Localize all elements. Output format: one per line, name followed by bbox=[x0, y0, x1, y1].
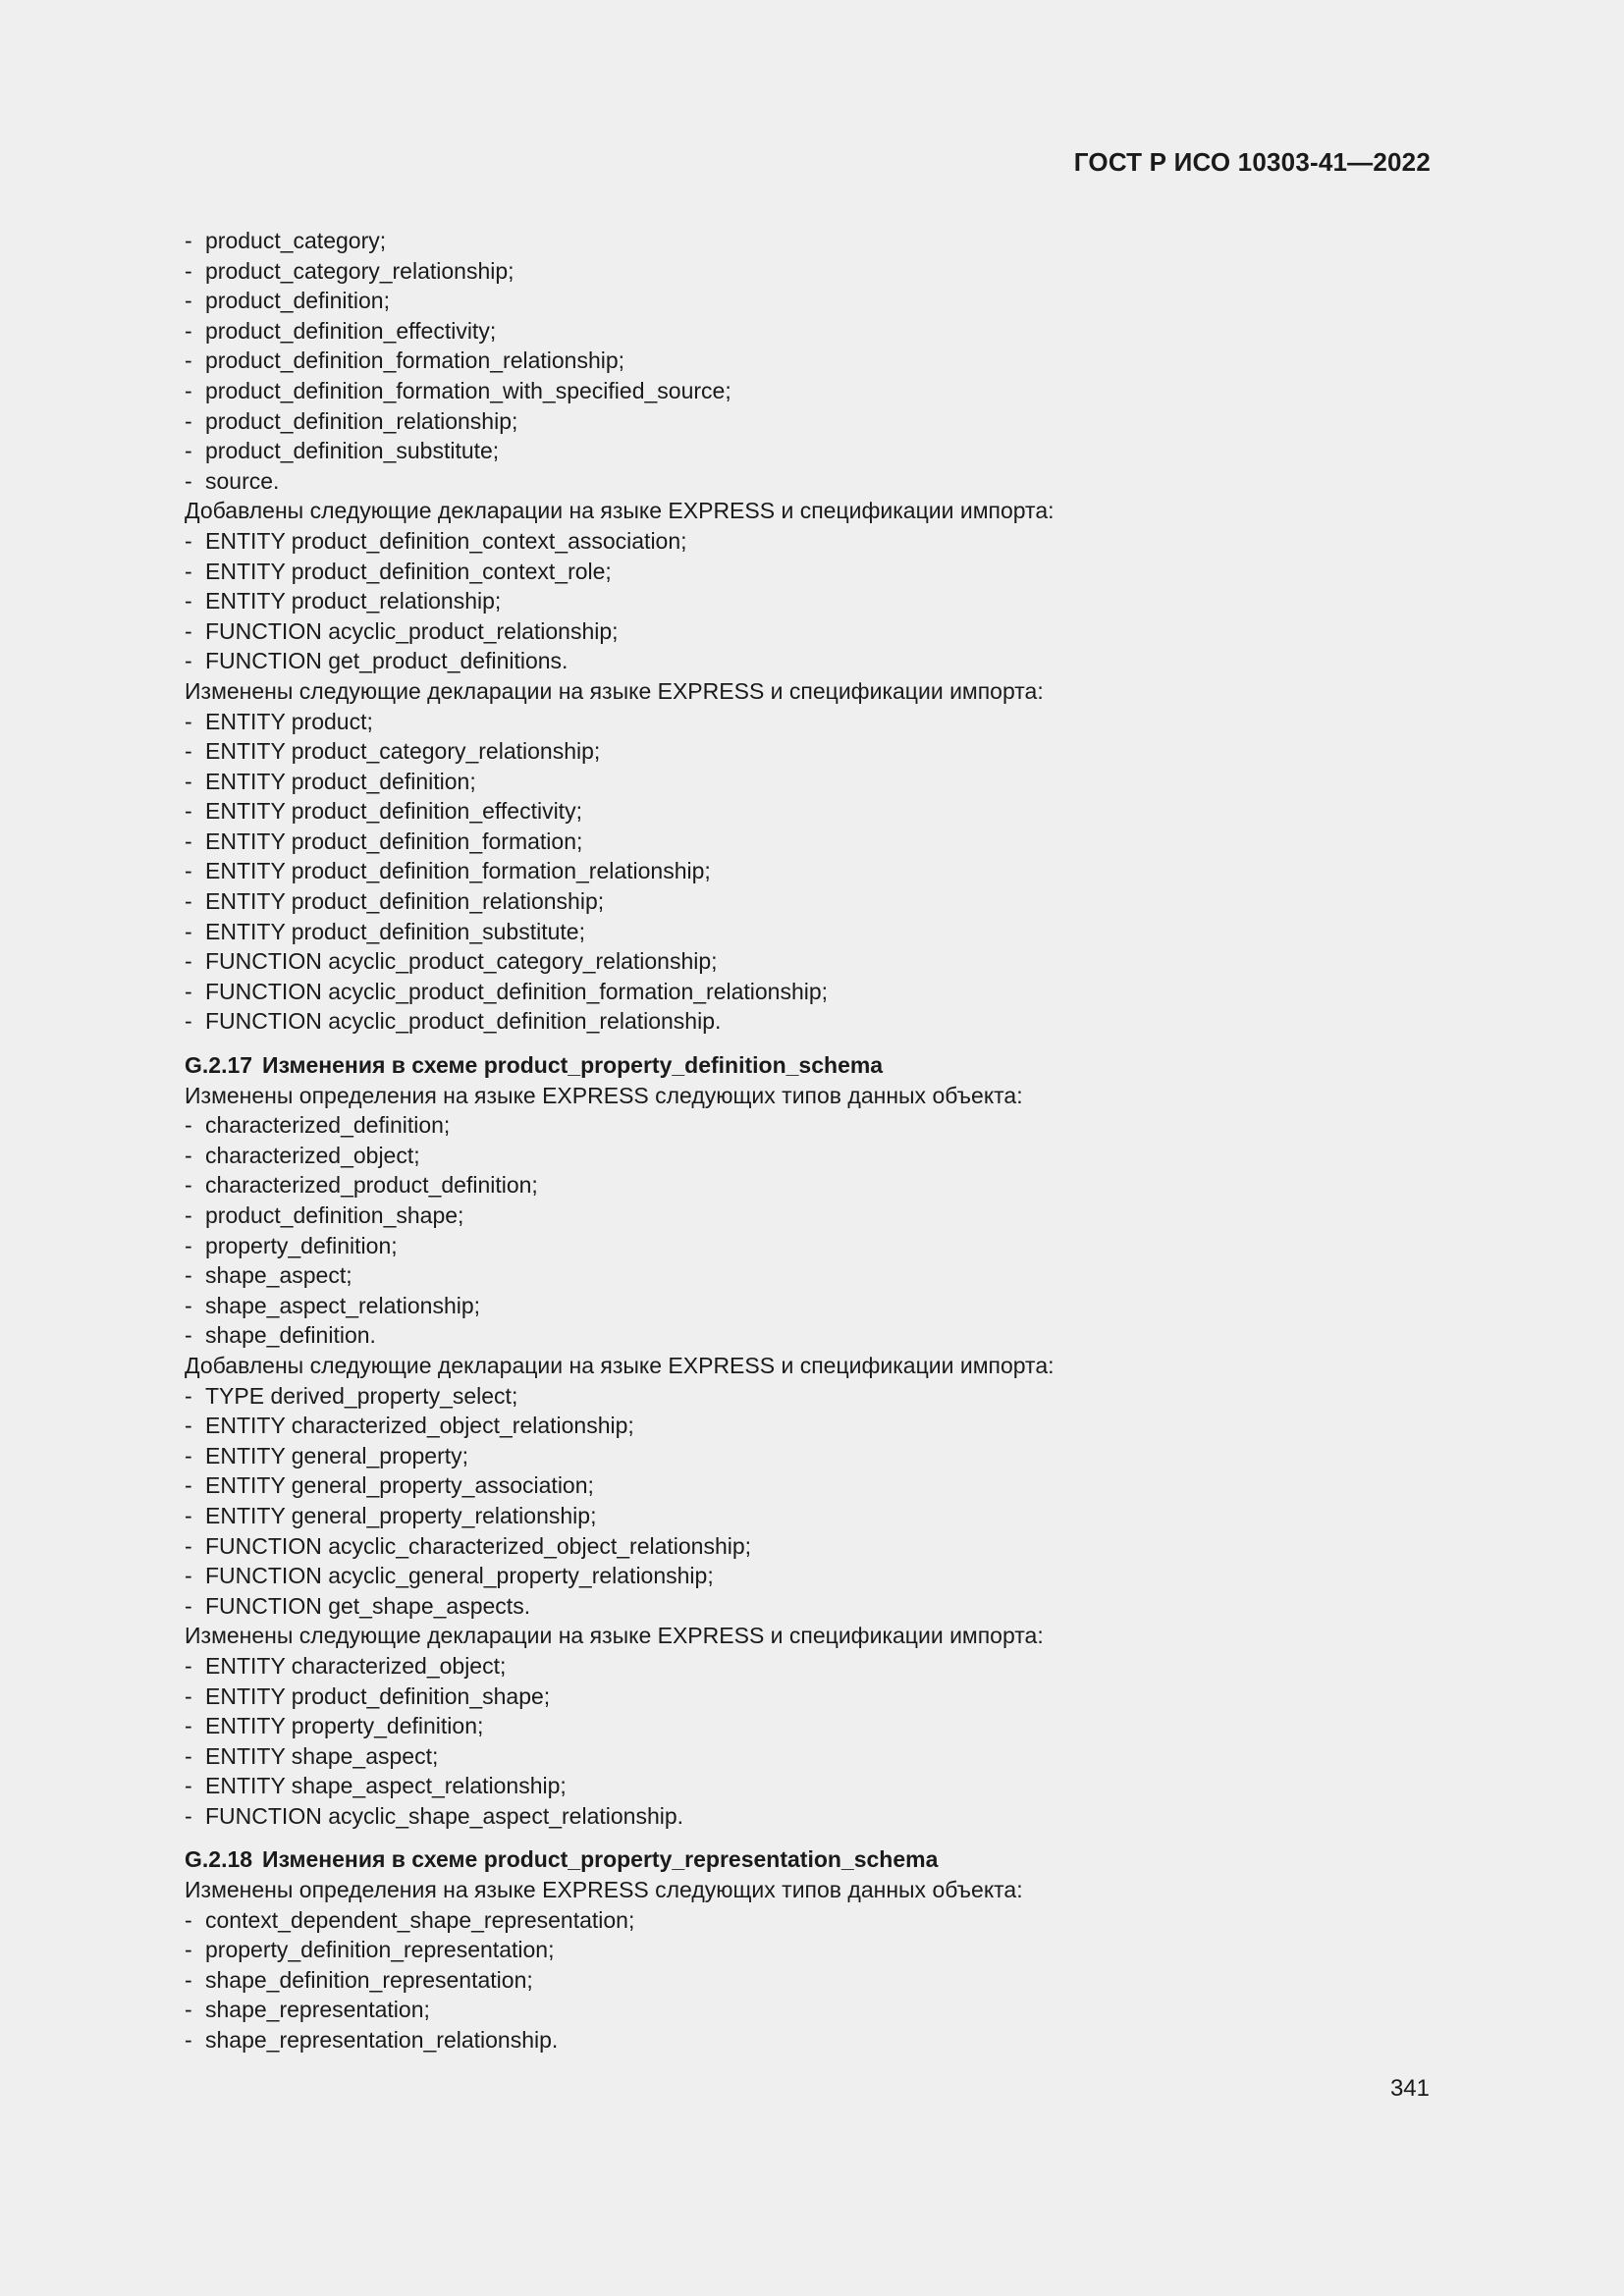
list-item-text: shape_definition. bbox=[205, 1322, 376, 1349]
list-marker: - bbox=[185, 1008, 192, 1035]
section-title: Изменения в схеме product_property_representation_schema bbox=[262, 1846, 939, 1873]
list-item bbox=[185, 466, 1451, 497]
list-marker: - bbox=[185, 858, 192, 884]
section-heading bbox=[185, 1050, 1451, 1081]
list-item bbox=[185, 616, 1451, 647]
list-item bbox=[185, 827, 1451, 857]
list-marker: - bbox=[185, 1937, 192, 1963]
list-item bbox=[185, 1905, 1451, 1936]
list-item-text: FUNCTION acyclic_product_relationship; bbox=[205, 617, 619, 644]
list-marker: - bbox=[185, 377, 192, 403]
list-item-text: ENTITY product_definition_formation_relationship; bbox=[205, 858, 711, 884]
paragraph: Изменены определения на языке EXPRESS следующих типов данных объекта: bbox=[185, 1877, 1023, 1903]
list-item-text: ENTITY product_definition_context_role; bbox=[205, 558, 612, 584]
paragraph: Изменены следующие декларации на языке EXPRESS и спецификации импорта: bbox=[185, 677, 1044, 704]
list-item-text: product_definition_shape; bbox=[205, 1202, 464, 1228]
list-marker: - bbox=[185, 1682, 192, 1709]
list-item-text: shape_representation_relationship. bbox=[205, 2027, 559, 2054]
list-item bbox=[185, 707, 1451, 737]
list-marker: - bbox=[185, 1713, 192, 1739]
list-item bbox=[185, 1201, 1451, 1231]
list-marker: - bbox=[185, 798, 192, 825]
list-item bbox=[185, 917, 1451, 947]
list-marker: - bbox=[185, 617, 192, 644]
list-item bbox=[185, 1965, 1451, 1996]
list-marker: - bbox=[185, 1502, 192, 1528]
list-marker: - bbox=[185, 527, 192, 554]
list-item bbox=[185, 376, 1451, 406]
list-marker: - bbox=[185, 828, 192, 854]
list-item bbox=[185, 286, 1451, 316]
list-marker: - bbox=[185, 257, 192, 284]
list-item bbox=[185, 1711, 1451, 1741]
list-item bbox=[185, 856, 1451, 886]
list-marker: - bbox=[185, 347, 192, 374]
list-item-text: characterized_definition; bbox=[205, 1112, 451, 1139]
list-marker: - bbox=[185, 588, 192, 614]
list-marker: - bbox=[185, 1997, 192, 2023]
list-item bbox=[185, 946, 1451, 977]
list-item-text: product_definition_effectivity; bbox=[205, 317, 497, 344]
list-marker: - bbox=[185, 1232, 192, 1258]
list-item bbox=[185, 256, 1451, 287]
list-item bbox=[185, 1141, 1451, 1171]
list-marker: - bbox=[185, 1202, 192, 1228]
list-item bbox=[185, 1531, 1451, 1562]
list-item bbox=[185, 406, 1451, 437]
list-item-text: ENTITY product_category_relationship; bbox=[205, 738, 601, 765]
list-item bbox=[185, 736, 1451, 767]
list-item-text: FUNCTION acyclic_product_definition_formation_relationship; bbox=[205, 978, 829, 1004]
list-marker: - bbox=[185, 467, 192, 494]
list-item bbox=[185, 436, 1451, 466]
list-marker: - bbox=[185, 1472, 192, 1499]
list-item bbox=[185, 796, 1451, 827]
page-number: 341 bbox=[1389, 2075, 1430, 2102]
list-item bbox=[185, 1591, 1451, 1622]
list-marker: - bbox=[185, 648, 192, 674]
list-item-text: ENTITY characterized_object_relationship; bbox=[205, 1413, 634, 1439]
list-marker: - bbox=[185, 1773, 192, 1799]
list-item-text: product_category; bbox=[205, 228, 387, 253]
list-marker: - bbox=[185, 1142, 192, 1168]
list-marker: - bbox=[185, 1262, 192, 1289]
list-marker: - bbox=[185, 317, 192, 344]
list-marker: - bbox=[185, 1172, 192, 1199]
list-marker: - bbox=[185, 1112, 192, 1139]
list-item-text: characterized_product_definition; bbox=[205, 1172, 538, 1199]
list-item-text: ENTITY shape_aspect_relationship; bbox=[205, 1773, 567, 1799]
list-marker: - bbox=[185, 948, 192, 975]
list-item-text: product_definition_substitute; bbox=[205, 438, 500, 464]
section-number: G.2.18 bbox=[185, 1846, 253, 1873]
list-marker: - bbox=[185, 1442, 192, 1468]
section-heading bbox=[185, 1844, 1451, 1875]
list-marker: - bbox=[185, 1652, 192, 1679]
document-header: ГОСТ Р ИСО 10303-41—2022 bbox=[1073, 147, 1431, 177]
list-item bbox=[185, 1651, 1451, 1682]
list-item-text: ENTITY product_definition_formation; bbox=[205, 828, 583, 854]
list-item bbox=[185, 586, 1451, 616]
list-item-text: ENTITY product_definition_context_association; bbox=[205, 527, 687, 554]
paragraph: Добавлены следующие декларации на языке EXPRESS и спецификации импорта: bbox=[185, 498, 1055, 524]
list-item-text: ENTITY characterized_object; bbox=[205, 1652, 507, 1679]
section-title: Изменения в схеме product_property_definition_schema bbox=[262, 1052, 884, 1079]
list-item bbox=[185, 1801, 1451, 1832]
list-item bbox=[185, 1935, 1451, 1965]
list-item bbox=[185, 346, 1451, 376]
list-item-text: FUNCTION acyclic_characterized_object_relationship; bbox=[205, 1532, 752, 1559]
list-marker: - bbox=[185, 407, 192, 434]
list-item-text: product_definition; bbox=[205, 288, 390, 314]
list-item bbox=[185, 1771, 1451, 1801]
list-item-text: ENTITY shape_aspect; bbox=[205, 1742, 439, 1769]
list-marker: - bbox=[185, 1592, 192, 1619]
list-item-text: product_definition_formation_relationship; bbox=[205, 347, 625, 374]
list-marker: - bbox=[185, 1906, 192, 1933]
list-item bbox=[185, 1260, 1451, 1291]
list-item-text: context_dependent_shape_representation; bbox=[205, 1906, 635, 1933]
list-marker: - bbox=[185, 1563, 192, 1589]
list-item-text: product_definition_relationship; bbox=[205, 407, 518, 434]
list-item-text: ENTITY product_definition_relationship; bbox=[205, 888, 605, 915]
list-marker: - bbox=[185, 1966, 192, 1993]
list-item-text: ENTITY product_definition_effectivity; bbox=[205, 798, 582, 825]
list-item bbox=[185, 1470, 1451, 1501]
list-item-text: ENTITY product_definition_substitute; bbox=[205, 918, 585, 944]
paragraph: Изменены следующие декларации на языке EXPRESS и спецификации импорта: bbox=[185, 1623, 1044, 1649]
list-item bbox=[185, 557, 1451, 587]
list-item bbox=[185, 1110, 1451, 1141]
list-item-text: shape_aspect_relationship; bbox=[205, 1292, 481, 1318]
list-item bbox=[185, 767, 1451, 797]
list-item bbox=[185, 1995, 1451, 2025]
list-item bbox=[185, 1231, 1451, 1261]
list-item-text: characterized_object; bbox=[205, 1142, 420, 1168]
paragraph: Изменены определения на языке EXPRESS следующих типов данных объекта: bbox=[185, 1082, 1023, 1108]
list-marker: - bbox=[185, 1413, 192, 1439]
list-marker: - bbox=[185, 1802, 192, 1829]
list-item-text: shape_representation; bbox=[205, 1997, 430, 2023]
list-marker: - bbox=[185, 228, 192, 253]
list-item-text: FUNCTION acyclic_product_definition_relationship. bbox=[205, 1008, 722, 1035]
list-item bbox=[185, 646, 1451, 676]
list-item bbox=[185, 886, 1451, 917]
list-marker: - bbox=[185, 288, 192, 314]
list-item-text: ENTITY product_definition; bbox=[205, 768, 476, 794]
list-item-text: FUNCTION acyclic_product_category_relationship; bbox=[205, 948, 718, 975]
list-item-text: product_definition_formation_with_specified_source; bbox=[205, 377, 731, 403]
list-item-text: ENTITY general_property_association; bbox=[205, 1472, 594, 1499]
list-item-text: ENTITY general_property_relationship; bbox=[205, 1502, 597, 1528]
list-item-text: ENTITY general_property; bbox=[205, 1442, 469, 1468]
list-marker: - bbox=[185, 558, 192, 584]
list-item bbox=[185, 1561, 1451, 1591]
list-item-text: property_definition_representation; bbox=[205, 1937, 555, 1963]
list-item-text: shape_definition_representation; bbox=[205, 1966, 533, 1993]
list-marker: - bbox=[185, 2027, 192, 2054]
list-item-text: FUNCTION acyclic_shape_aspect_relationship. bbox=[205, 1802, 684, 1829]
list-item-text: source. bbox=[205, 467, 280, 494]
list-item-text: FUNCTION get_shape_aspects. bbox=[205, 1592, 531, 1619]
list-item-text: product_category_relationship; bbox=[205, 257, 514, 284]
list-item bbox=[185, 2025, 1451, 2056]
list-marker: - bbox=[185, 1292, 192, 1318]
list-marker: - bbox=[185, 978, 192, 1004]
list-item-text: ENTITY product_relationship; bbox=[205, 588, 502, 614]
list-marker: - bbox=[185, 438, 192, 464]
list-item bbox=[185, 1441, 1451, 1471]
list-item bbox=[185, 226, 1451, 256]
list-marker: - bbox=[185, 1742, 192, 1769]
list-item-text: ENTITY property_definition; bbox=[205, 1713, 484, 1739]
list-item bbox=[185, 1381, 1451, 1412]
list-item bbox=[185, 977, 1451, 1007]
list-marker: - bbox=[185, 1382, 192, 1409]
list-item bbox=[185, 1682, 1451, 1712]
list-item bbox=[185, 1170, 1451, 1201]
paragraph: Добавлены следующие декларации на языке EXPRESS и спецификации импорта: bbox=[185, 1352, 1055, 1378]
list-item bbox=[185, 1006, 1451, 1037]
list-item-text: FUNCTION get_product_definitions. bbox=[205, 648, 568, 674]
list-item-text: ENTITY product; bbox=[205, 708, 373, 734]
list-marker: - bbox=[185, 768, 192, 794]
section-number: G.2.17 bbox=[185, 1052, 253, 1079]
document-body bbox=[185, 226, 1451, 2056]
list-marker: - bbox=[185, 918, 192, 944]
list-item-text: FUNCTION acyclic_general_property_relationship; bbox=[205, 1563, 714, 1589]
list-item bbox=[185, 526, 1451, 557]
list-item bbox=[185, 1411, 1451, 1441]
list-marker: - bbox=[185, 1532, 192, 1559]
list-marker: - bbox=[185, 738, 192, 765]
list-item bbox=[185, 1320, 1451, 1351]
list-item-text: TYPE derived_property_select; bbox=[205, 1382, 518, 1409]
list-item bbox=[185, 1741, 1451, 1772]
list-item bbox=[185, 1291, 1451, 1321]
list-marker: - bbox=[185, 888, 192, 915]
list-item-text: shape_aspect; bbox=[205, 1262, 352, 1289]
list-item-text: property_definition; bbox=[205, 1232, 398, 1258]
list-item-text: ENTITY product_definition_shape; bbox=[205, 1682, 551, 1709]
list-marker: - bbox=[185, 708, 192, 734]
list-item bbox=[185, 1501, 1451, 1531]
list-item bbox=[185, 316, 1451, 347]
list-marker: - bbox=[185, 1322, 192, 1349]
